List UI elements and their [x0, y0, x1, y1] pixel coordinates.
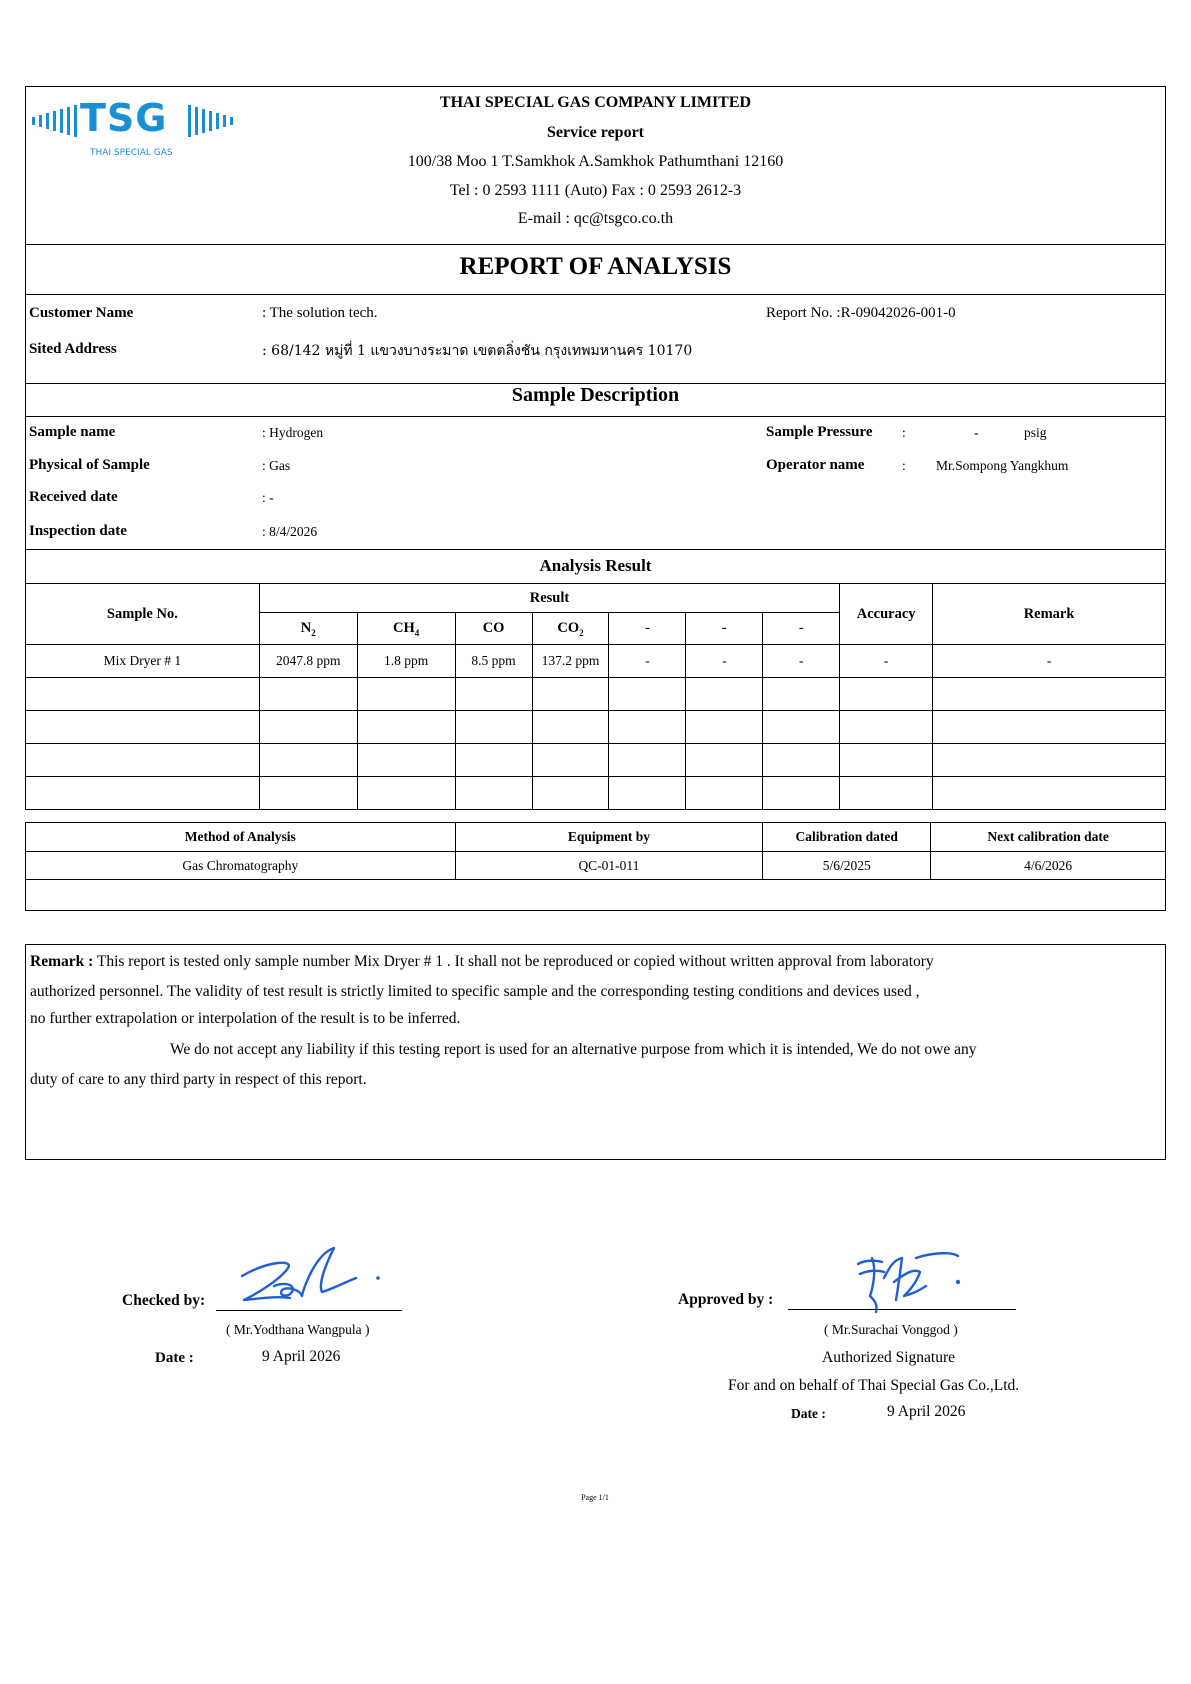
table-cell: - — [609, 645, 686, 678]
calibration-header: Calibration dated — [763, 823, 931, 852]
sited-address-label: Sited Address — [29, 341, 117, 357]
result-header: Result — [259, 584, 839, 613]
logo-text: TSG — [80, 96, 168, 140]
approved-signature-icon — [854, 1248, 974, 1318]
sample-description-title: Sample Description — [511, 384, 680, 406]
checked-signature-icon — [230, 1246, 390, 1314]
remark-box — [25, 944, 1166, 1160]
table-cell: 2047.8 ppm — [259, 645, 357, 678]
received-date-label: Received date — [29, 489, 118, 505]
sample-pressure-colon: : — [902, 425, 906, 440]
table-row-empty — [26, 711, 1166, 744]
company-phone: Tel : 0 2593 1111 (Auto) Fax : 0 2593 2612-3 — [449, 182, 742, 199]
accuracy-header: Accuracy — [840, 584, 933, 645]
method-table — [25, 822, 1166, 911]
table-cell: - — [686, 645, 763, 678]
remark-line-4: We do not accept any liability if this testing report is used for an alternative purpose from which it is intended, We do not owe any — [170, 1041, 977, 1058]
table-cell: - — [933, 645, 1166, 678]
page-number: Page 1/1 — [581, 1493, 609, 1502]
inspection-date-label: Inspection date — [29, 523, 127, 539]
table-cell: 137.2 ppm — [532, 645, 609, 678]
table-cell: 1.8 ppm — [357, 645, 455, 678]
analysis-table — [25, 583, 1166, 810]
column-header: - — [763, 613, 840, 645]
operator-colon: : — [902, 458, 906, 473]
method-header: Method of Analysis — [26, 823, 456, 852]
checked-by-label: Checked by: — [122, 1292, 206, 1309]
remark-header: Remark — [933, 584, 1166, 645]
sited-address-value: : 68/142 หมู่ที่ 1 แขวงบางระมาด เขตตลิ่งชัน กรุงเทพมหานคร 10170 — [262, 343, 693, 359]
table-cell: - — [763, 645, 840, 678]
sample-name-value: : Hydrogen — [262, 425, 324, 440]
sample-pressure-unit: psig — [1024, 425, 1047, 440]
table-row — [26, 645, 1166, 678]
column-header: $CO_2$ — [532, 613, 609, 645]
method-empty-row — [26, 880, 1166, 911]
remark-line-3: no further extrapolation or interpolation of the result is to be inferred. — [30, 1010, 461, 1027]
sample-pressure-value: - — [974, 425, 979, 440]
approved-by-label: Approved by : — [678, 1291, 774, 1308]
remark-line-5: duty of care to any third party in respect of this report. — [30, 1071, 367, 1088]
table-row-empty — [26, 744, 1166, 777]
report-title: REPORT OF ANALYSIS — [459, 253, 732, 280]
remark-line-1: Remark : This report is tested only sample number Mix Dryer # 1 . It shall not be reproduced or copied without written approval from laboratory — [30, 953, 934, 970]
inspection-date-value: : 8/4/2026 — [262, 524, 318, 539]
equipment-header: Equipment by — [455, 823, 763, 852]
received-date-value: : - — [262, 490, 274, 505]
calibration-value: 5/6/2025 — [763, 852, 931, 880]
operator-label: Operator name — [766, 457, 865, 473]
report-number: Report No. :R-09042026-001-0 — [766, 305, 956, 321]
approved-date: 9 April 2026 — [887, 1403, 966, 1420]
table-row-empty — [26, 777, 1166, 810]
company-name: THAI SPECIAL GAS COMPANY LIMITED — [439, 94, 752, 111]
analysis-result-title: Analysis Result — [539, 556, 652, 575]
sample-name-label: Sample name — [29, 424, 116, 440]
table-row-empty — [26, 678, 1166, 711]
company-address: 100/38 Moo 1 T.Samkhok A.Samkhok Pathumthani 12160 — [407, 153, 784, 170]
method-value: Gas Chromatography — [26, 852, 456, 880]
column-header: - — [686, 613, 763, 645]
column-header: CO — [455, 613, 532, 645]
sample-pressure-label: Sample Pressure — [766, 424, 873, 440]
approved-date-label: Date : — [791, 1406, 826, 1421]
equipment-value: QC-01-011 — [455, 852, 763, 880]
column-header: - — [609, 613, 686, 645]
title-divider — [25, 294, 1166, 295]
customer-name-label: Customer Name — [29, 305, 134, 321]
table-cell: - — [840, 645, 933, 678]
authorized-signature: Authorized Signature — [822, 1349, 956, 1366]
table-cell: 8.5 ppm — [455, 645, 532, 678]
physical-value: : Gas — [262, 458, 291, 473]
remark-line-2: authorized personnel. The validity of test result is strictly limited to specific sample and the corresponding testing conditions and devices used , — [30, 983, 920, 1000]
operator-value: Mr.Sompong Yangkhum — [936, 458, 1069, 473]
table-cell: Mix Dryer # 1 — [26, 645, 260, 678]
sample-no-header: Sample No. — [26, 584, 260, 645]
next-calibration-header: Next calibration date — [931, 823, 1166, 852]
company-email: E-mail : qc@tsgco.co.th — [517, 210, 674, 227]
next-calibration-value: 4/6/2026 — [931, 852, 1166, 880]
sample-desc-bottom-divider — [25, 416, 1166, 417]
remark-label: Remark : — [30, 953, 94, 970]
on-behalf-text: For and on behalf of Thai Special Gas Co.,Ltd. — [728, 1377, 1020, 1394]
physical-label: Physical of Sample — [29, 457, 150, 473]
column-header: $N_2$ — [259, 613, 357, 645]
checked-name: ( Mr.Yodthana Wangpula ) — [226, 1322, 370, 1337]
column-header: $CH_4$ — [357, 613, 455, 645]
doc-type: Service report — [547, 124, 644, 141]
checked-date-label: Date : — [155, 1350, 194, 1366]
customer-name-value: : The solution tech. — [262, 305, 378, 321]
logo-subtitle: THAI SPECIAL GAS — [90, 148, 173, 158]
checked-date: 9 April 2026 — [262, 1348, 341, 1365]
approved-name: ( Mr.Surachai Vonggod ) — [824, 1322, 958, 1337]
